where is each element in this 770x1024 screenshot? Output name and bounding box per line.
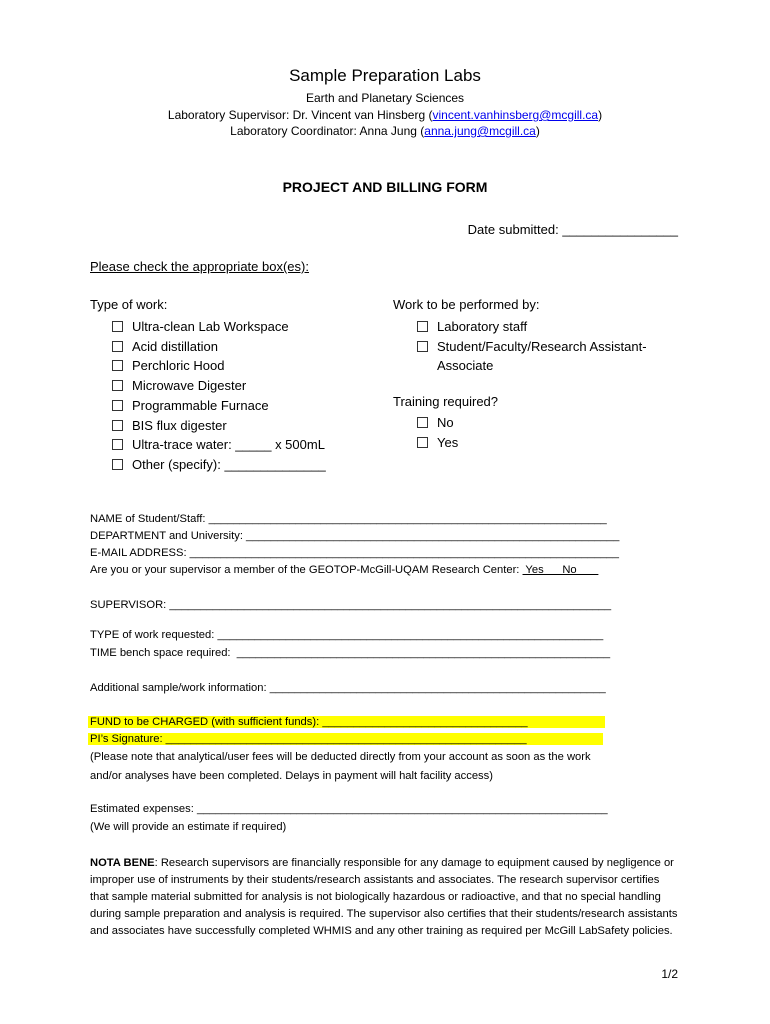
department-name: Earth and Planetary Sciences <box>305 91 465 105</box>
checkbox-icon[interactable] <box>112 321 123 332</box>
checkbox-icon[interactable] <box>417 321 428 332</box>
coordinator-suffix: ) <box>535 124 540 138</box>
page-number: 1/2 <box>661 967 678 981</box>
type-of-work-option[interactable]: BIS flux digester <box>112 416 326 436</box>
nota-bene-label: NOTA BENE <box>90 857 155 869</box>
checkbox-icon[interactable] <box>417 341 428 352</box>
supervisor-field[interactable]: SUPERVISOR: _______________________________________________________________________ <box>90 599 612 611</box>
checkbox-icon[interactable] <box>112 360 123 371</box>
work-performed-option[interactable]: Laboratory staff <box>417 317 647 337</box>
name-field[interactable]: NAME of Student/Staff: ________________________________________________________________ <box>90 513 607 525</box>
department-field[interactable]: DEPARTMENT and University: ____________________________________________________________ <box>90 530 620 542</box>
checkbox-icon[interactable] <box>112 439 123 450</box>
geotop-question <box>90 564 598 576</box>
training-option-no[interactable]: No <box>417 413 458 433</box>
coordinator-line <box>0 124 770 138</box>
type-of-work-option[interactable]: Other (specify): ______________ <box>112 455 326 475</box>
work-performed-continuation: Associate <box>437 358 494 374</box>
checkbox-icon[interactable] <box>112 400 123 411</box>
geotop-question-text: Are you or your supervisor a member of the GEOTOP-McGill-UQAM Research Center: <box>90 564 523 576</box>
checkbox-icon[interactable] <box>112 380 123 391</box>
supervisor-suffix: ) <box>598 108 603 122</box>
checkbox-icon[interactable] <box>417 417 428 428</box>
training-option-yes[interactable]: Yes <box>417 433 458 453</box>
type-of-work-list <box>112 317 326 475</box>
fee-note-line-1: (Please note that analytical/user fees will be deducted directly from your account as soon as the work <box>90 751 591 763</box>
training-label: Training required? <box>393 394 499 409</box>
check-instruction: Please check the appropriate box(es): <box>90 259 309 274</box>
estimate-note: (We will provide an estimate if required) <box>90 821 287 833</box>
bench-time-field[interactable]: TIME bench space required: ____________________________________________________________ <box>90 647 611 659</box>
supervisor-line <box>0 108 770 122</box>
geotop-answer[interactable]: Yes No <box>522 564 599 576</box>
pi-signature-field[interactable]: PI’s Signature: __________________________________________________________ <box>88 733 603 745</box>
coordinator-email-link[interactable]: anna.jung@mcgill.ca <box>424 124 536 138</box>
form-title: PROJECT AND BILLING FORM <box>282 179 488 195</box>
fee-note-line-2: and/or analyses have been completed. Delays in payment will halt facility access) <box>90 770 493 782</box>
email-field[interactable]: E-MAIL ADDRESS: _____________________________________________________________________ <box>90 547 619 559</box>
type-of-work-option[interactable]: Acid distillation <box>112 337 326 357</box>
type-of-work-option[interactable]: Microwave Digester <box>112 376 326 396</box>
type-of-work-option[interactable]: Programmable Furnace <box>112 396 326 416</box>
work-performed-option[interactable]: Student/Faculty/Research Assistant- <box>417 337 647 357</box>
checkbox-icon[interactable] <box>417 437 428 448</box>
type-of-work-option[interactable]: Ultra-clean Lab Workspace <box>112 317 326 337</box>
work-performed-list <box>417 317 647 376</box>
type-of-work-option[interactable]: Perchloric Hood <box>112 356 326 376</box>
nota-bene-text: : Research supervisors are financially responsible for any damage to equipment caused by negligence or improper use of instruments by their students/research assistants and associates. The research supervisor certifies that sample material submitted for analysis is not biologically hazardous or radioactive, and that no special handling during sample preparation and analysis is required. The supervisor also certifies that their students/research assistants and associates have successfully completed WHMIS and any other training as required per McGill LabSafety policies. <box>90 857 678 937</box>
checkbox-icon[interactable] <box>112 420 123 431</box>
fund-field[interactable]: FUND to be CHARGED (with sufficient funds): _________________________________ <box>88 716 605 728</box>
coordinator-prefix: Laboratory Coordinator: Anna Jung ( <box>230 124 425 138</box>
estimated-expenses-field[interactable]: Estimated expenses: __________________________________________________________________ <box>90 803 608 815</box>
type-requested-field[interactable]: TYPE of work requested: ______________________________________________________________ <box>90 629 604 641</box>
type-of-work-label: Type of work: <box>90 297 168 312</box>
checkbox-icon[interactable] <box>112 459 123 470</box>
checkbox-icon[interactable] <box>112 341 123 352</box>
date-submitted-field[interactable]: Date submitted: ________________ <box>467 222 678 237</box>
type-of-work-option[interactable]: Ultra-trace water: _____ x 500mL <box>112 435 326 455</box>
work-performed-label: Work to be performed by: <box>393 297 540 312</box>
page-title: Sample Preparation Labs <box>289 66 481 85</box>
nota-bene-paragraph <box>90 855 680 940</box>
training-list <box>417 413 458 452</box>
supervisor-prefix: Laboratory Supervisor: Dr. Vincent van Hinsberg ( <box>167 108 433 122</box>
additional-info-field[interactable]: Additional sample/work information: ______________________________________________________ <box>90 682 606 694</box>
supervisor-email-link[interactable]: vincent.vanhinsberg@mcgill.ca <box>432 108 599 122</box>
